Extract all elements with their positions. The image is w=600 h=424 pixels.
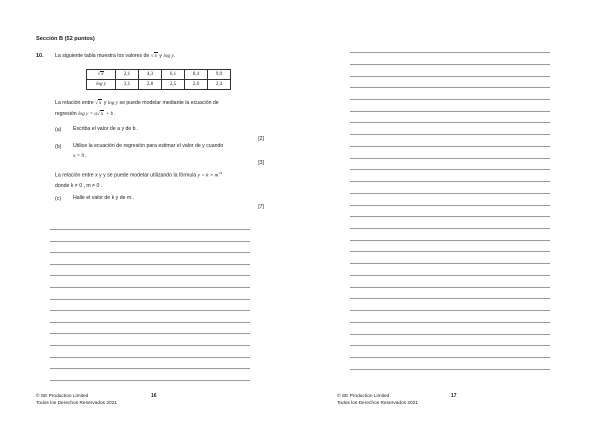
formula-line-2: donde k ≠ 0 , m ≠ 0 . [55, 183, 103, 190]
data-table [86, 69, 231, 90]
regression-line-1: La relación entre √x y log y se puede modelar mediante la ecuación de [55, 100, 219, 106]
answer-line[interactable] [350, 263, 550, 264]
answer-line[interactable] [350, 181, 550, 182]
part-b-marks: [3] [258, 160, 264, 166]
table-row [87, 80, 231, 90]
answer-line[interactable] [50, 357, 250, 358]
answer-line[interactable] [350, 193, 550, 194]
footer-right [337, 393, 418, 407]
table-cell: 2,4 [208, 80, 231, 90]
answer-line[interactable] [350, 345, 550, 346]
table-cell: 3,1 [116, 80, 139, 90]
table-row [87, 70, 231, 80]
answer-line[interactable] [350, 87, 550, 88]
answer-line[interactable] [350, 310, 550, 311]
intro-logy: log y [163, 53, 174, 59]
answer-line[interactable] [350, 99, 550, 100]
answer-line[interactable] [350, 76, 550, 77]
copyright-text: © SE Production Limited [337, 394, 390, 399]
formula-paragraph [55, 168, 222, 192]
answer-line[interactable] [350, 334, 550, 335]
page-number-left: 16 [151, 393, 157, 399]
section-title: Sección B (52 puntos) [36, 36, 95, 42]
intro-and: y [159, 53, 162, 59]
answer-line[interactable] [350, 357, 550, 358]
right-page [300, 0, 600, 424]
table-cell: 8,4 [185, 70, 208, 80]
answer-line[interactable] [50, 345, 250, 346]
table-cell: 4,3 [139, 70, 162, 80]
copyright-text: © SE Production Limited [36, 394, 89, 399]
question-intro [55, 53, 175, 59]
table-cell: 6,1 [162, 70, 185, 80]
answer-line[interactable] [350, 134, 550, 135]
table-cell: 2,5 [162, 80, 185, 90]
sqrt-x-symbol: √x [150, 53, 157, 59]
part-a-marks: [2] [258, 136, 264, 142]
table-header-sqrt-x: √x [87, 70, 116, 80]
answer-line[interactable] [350, 111, 550, 112]
question-number: 10. [36, 53, 44, 59]
formula-line-1: La relación entre x y y se puede modelar utilizando la fórmula $y = k \times m^{√x}$ [55, 171, 223, 179]
answer-line[interactable] [50, 299, 250, 300]
part-a-label: (a) [55, 127, 62, 133]
table-cell: 2,1 [116, 70, 139, 80]
answer-line[interactable] [50, 241, 250, 242]
answer-line[interactable] [350, 251, 550, 252]
part-c-label: (c) [55, 196, 62, 202]
answer-line[interactable] [50, 333, 250, 334]
table-cell: 2,6 [185, 80, 208, 90]
answer-line[interactable] [50, 252, 250, 253]
answer-line[interactable] [350, 169, 550, 170]
answer-line[interactable] [350, 228, 550, 229]
answer-line[interactable] [50, 287, 250, 288]
part-c-text: Halle el valor de k y de m . [73, 195, 135, 201]
regression-line-2: regresión log y = a√x + b . [55, 110, 116, 117]
rights-text: Todos los Derechos Reservados 2021 [36, 401, 118, 406]
footer-left [36, 393, 117, 407]
table-cell: 9,9 [208, 70, 231, 80]
page-number-right: 17 [451, 393, 457, 399]
answer-line[interactable] [50, 368, 250, 369]
answer-line[interactable] [350, 322, 550, 323]
answer-line[interactable] [50, 229, 250, 230]
answer-line[interactable] [350, 52, 550, 53]
intro-text: La siguiente tabla muestra los valores de [55, 53, 150, 59]
part-b-text [73, 142, 223, 161]
answer-line[interactable] [50, 380, 250, 381]
answer-line[interactable] [350, 158, 550, 159]
answer-line[interactable] [350, 369, 550, 370]
intro-end: . [173, 53, 176, 59]
answer-line[interactable] [350, 298, 550, 299]
answer-line[interactable] [350, 240, 550, 241]
answer-line[interactable] [350, 146, 550, 147]
part-b-label: (b) [55, 144, 62, 150]
part-b-line-1: Utilice la ecuación de regresión para estimar el valor de y cuando [73, 143, 224, 149]
part-b-line-2: x = 9 . [73, 152, 87, 159]
part-a-text: Escriba el valor de a y de b . [73, 126, 139, 132]
answer-line[interactable] [50, 264, 250, 265]
answer-line[interactable] [350, 287, 550, 288]
table-cell: 2,8 [139, 80, 162, 90]
answer-line[interactable] [350, 64, 550, 65]
answer-line[interactable] [50, 275, 250, 276]
table-header-log-y: log y [87, 80, 116, 90]
answer-line[interactable] [50, 322, 250, 323]
answer-line[interactable] [50, 310, 250, 311]
rights-text: Todos los Derechos Reservados 2021 [337, 401, 419, 406]
part-c-marks: [7] [258, 204, 264, 210]
answer-line[interactable] [350, 216, 550, 217]
answer-line[interactable] [350, 122, 550, 123]
answer-line[interactable] [350, 275, 550, 276]
regression-paragraph [55, 98, 219, 119]
answer-line[interactable] [350, 205, 550, 206]
